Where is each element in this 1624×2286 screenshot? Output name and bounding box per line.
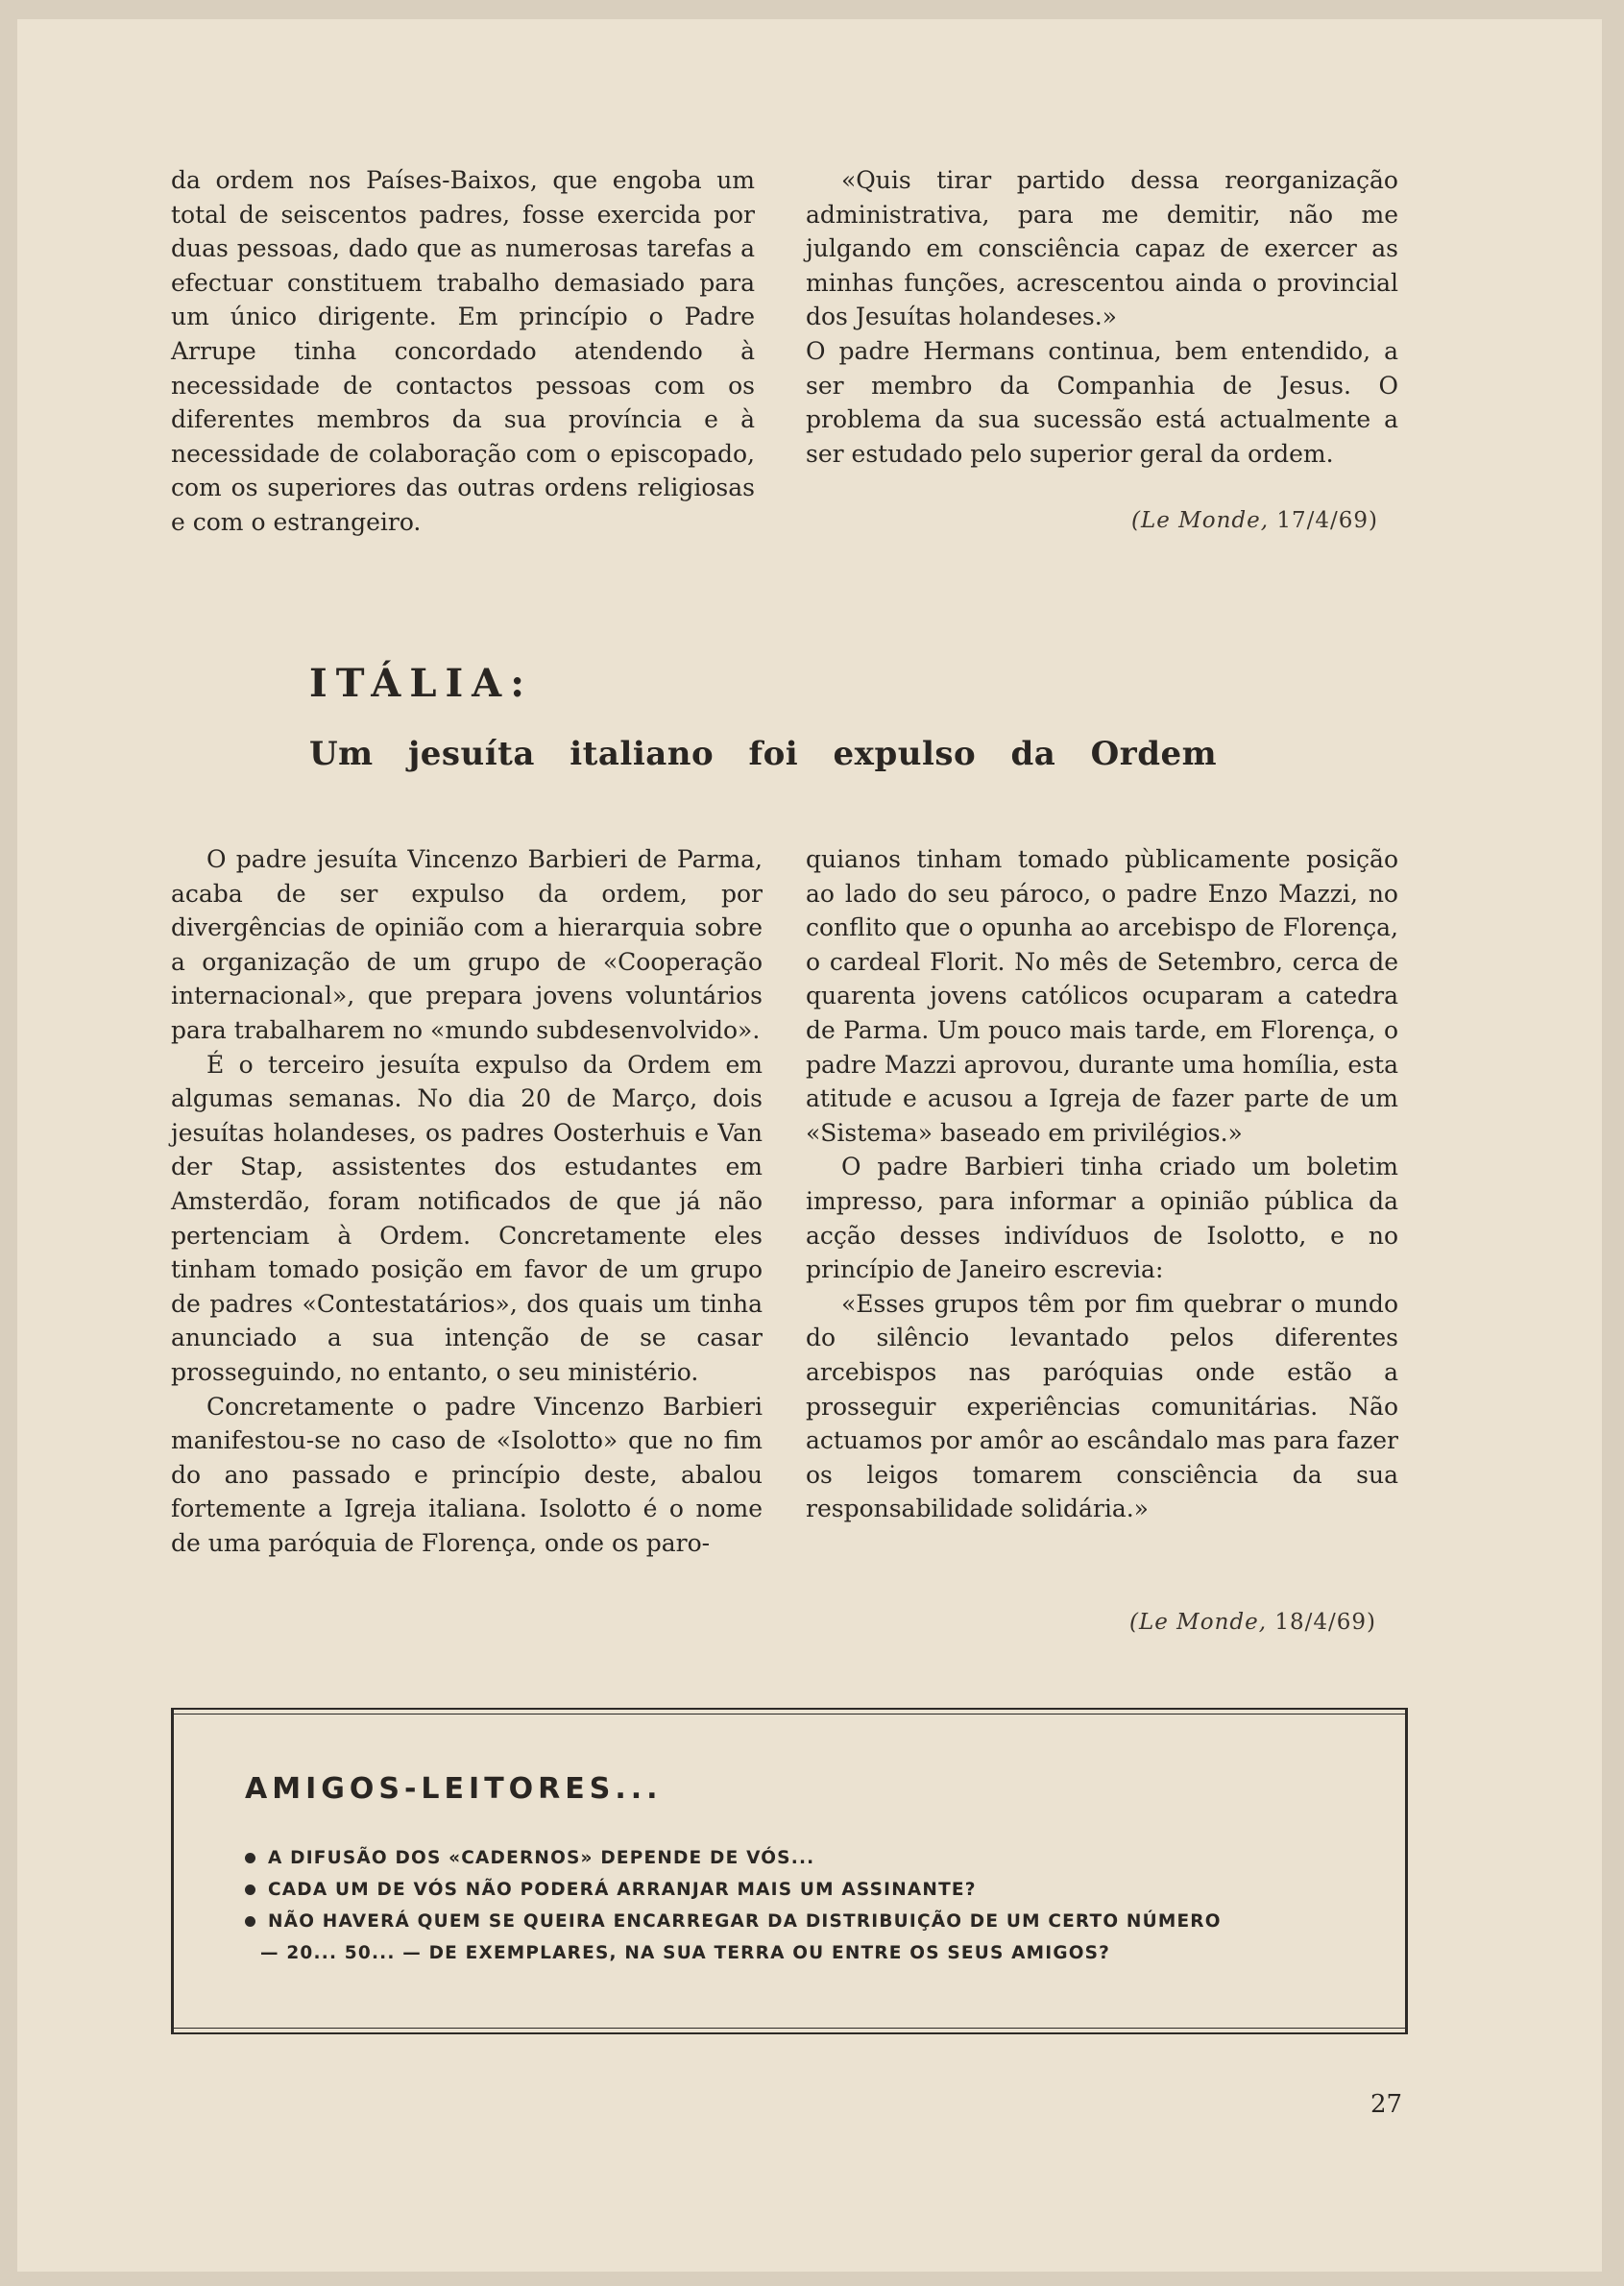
paragraph: O padre Hermans continua, bem entendido, a ser membro da Companhia de Jesus. O problema da sua sucessão está actualmente a ser estudado pelo superior geral da ordem. [806,336,1398,468]
bullet-icon [245,1853,255,1863]
citation-source: (Le Monde, [1129,1610,1268,1635]
top-right-column [806,163,1398,471]
box-bottom-rule [171,2032,1408,2034]
list-item-text: A DIFUSÃO DOS «CADERNOS» DEPENDE DE VÓS... [268,1848,815,1868]
bullet-icon [245,1885,255,1895]
paragraph: quianos tinham tomado pùblicamente posição ao lado do seu pároco, o padre Enzo Mazzi, no conflito que o opunha ao arcebispo de Florença, o cardeal Florit. No mês de Setembro, cerca de quarenta jovens católicos ocuparam a catedra de Parma. Um pouco mais tarde, em Florença, o padre Mazzi aprovou, durante uma homília, esta atitude e acusou a Igreja de fazer parte de um «Sistema» baseado em privilégios.» [806,845,1398,1147]
citation-date: 18/4/69) [1274,1610,1376,1635]
box-title: AMIGOS-LEITORES... [245,1772,663,1806]
paragraph: O padre Barbieri tinha criado um boletim impresso, para informar a opinião pública da acção desses indivíduos de Isolotto, e no princípio de Janeiro escrevia: [806,1153,1398,1284]
box-list [245,1842,1340,1969]
quote-paragraph: «Quis tirar partido dessa reorganização administrativa, para me demitir, não me julgando em consciência capaz de exercer as minhas funções, acrescentou ainda o provincial dos Jesuítas holandeses.» [806,166,1398,331]
paragraph: É o terceiro jesuíta expulso da Ordem em algumas semanas. No dia 20 de Março, dois jesuítas holandeses, os padres Oosterhuis e Van der Stap, assistentes dos estudantes em Amsterdão, foram notificados de que já não pertenciam à Ordem. Concretamente eles tinham tomado posição em favor de um grupo de padres «Contestatários», dos quais um tinha anunciado a sua intenção de se casar prosseguindo, no entanto, o seu ministério. [171,1050,763,1386]
list-item-continuation-text: — 20... 50... — DE EXEMPLARES, NA SUA TERRA OU ENTRE OS SEUS AMIGOS? [260,1943,1111,1963]
list-item-text: NÃO HAVERÁ QUEM SE QUEIRA ENCARREGAR DA DISTRIBUIÇÃO DE UM CERTO NÚMERO [268,1911,1222,1932]
article-title: Um jesuíta italiano foi expulso da Ordem [309,735,1218,773]
article-right-column [806,842,1398,1526]
bullet-icon [245,1916,255,1927]
paragraph: O padre jesuíta Vincenzo Barbieri de Parma, acaba de ser expulso da ordem, por divergências de opinião com a hierarquia sobre a organização de um grupo de «Cooperação internacional», que prepara jovens voluntários para trabalharem no «mundo subdesenvolvido». [171,845,763,1044]
top-left-column [171,163,755,540]
list-item [245,1906,1340,1937]
article-country: ITÁLIA: [309,661,533,706]
list-item [245,1842,1340,1874]
citation-le-monde-2 [1129,1610,1376,1635]
paragraph: da ordem nos Países-Baixos, que engoba um total de seiscentos padres, fosse exercida por duas pessoas, dado que as numerosas tarefas a efectuar constituem trabalho demasiado para um único dirigente. Em princípio o Padre Arrupe tinha concordado atendendo à necessidade de contactos pessoas com os diferentes membros da sua província e à necessidade de colaboração com o episcopado, com os superiores das outras ordens religiosas e com o estrangeiro. [171,166,755,536]
article-left-column [171,842,763,1560]
box-bottom-rule-inner [171,2028,1408,2029]
paragraph: Concretamente o padre Vincenzo Barbieri manifestou-se no caso de «Isolotto» que no fim do ano passado e princípio deste, abalou fortemente a Igreja italiana. Isolotto é o nome de uma paróquia de Florença, onde os paro- [171,1392,763,1557]
citation-source: (Le Monde, [1131,508,1270,533]
page-number: 27 [1370,2090,1403,2119]
list-item [245,1874,1340,1906]
citation-le-monde-1 [1131,508,1378,533]
box-top-rule [171,1708,1408,1710]
citation-date: 17/4/69) [1276,508,1378,533]
list-item-continuation [245,1937,1340,1969]
paragraph: «Esses grupos têm por fim quebrar o mundo do silêncio levantado pelos diferentes arcebispos nas paróquias onde estão a prosseguir experiências comunitárias. Não actuamos por amôr ao escândalo mas para fazer os leigos tomarem consciência da sua responsabilidade solidária.» [806,1289,1398,1523]
readers-box [171,1708,1408,2034]
list-item-text: CADA UM DE VÓS NÃO PODERÁ ARRANJAR MAIS UM ASSINANTE? [268,1880,977,1900]
